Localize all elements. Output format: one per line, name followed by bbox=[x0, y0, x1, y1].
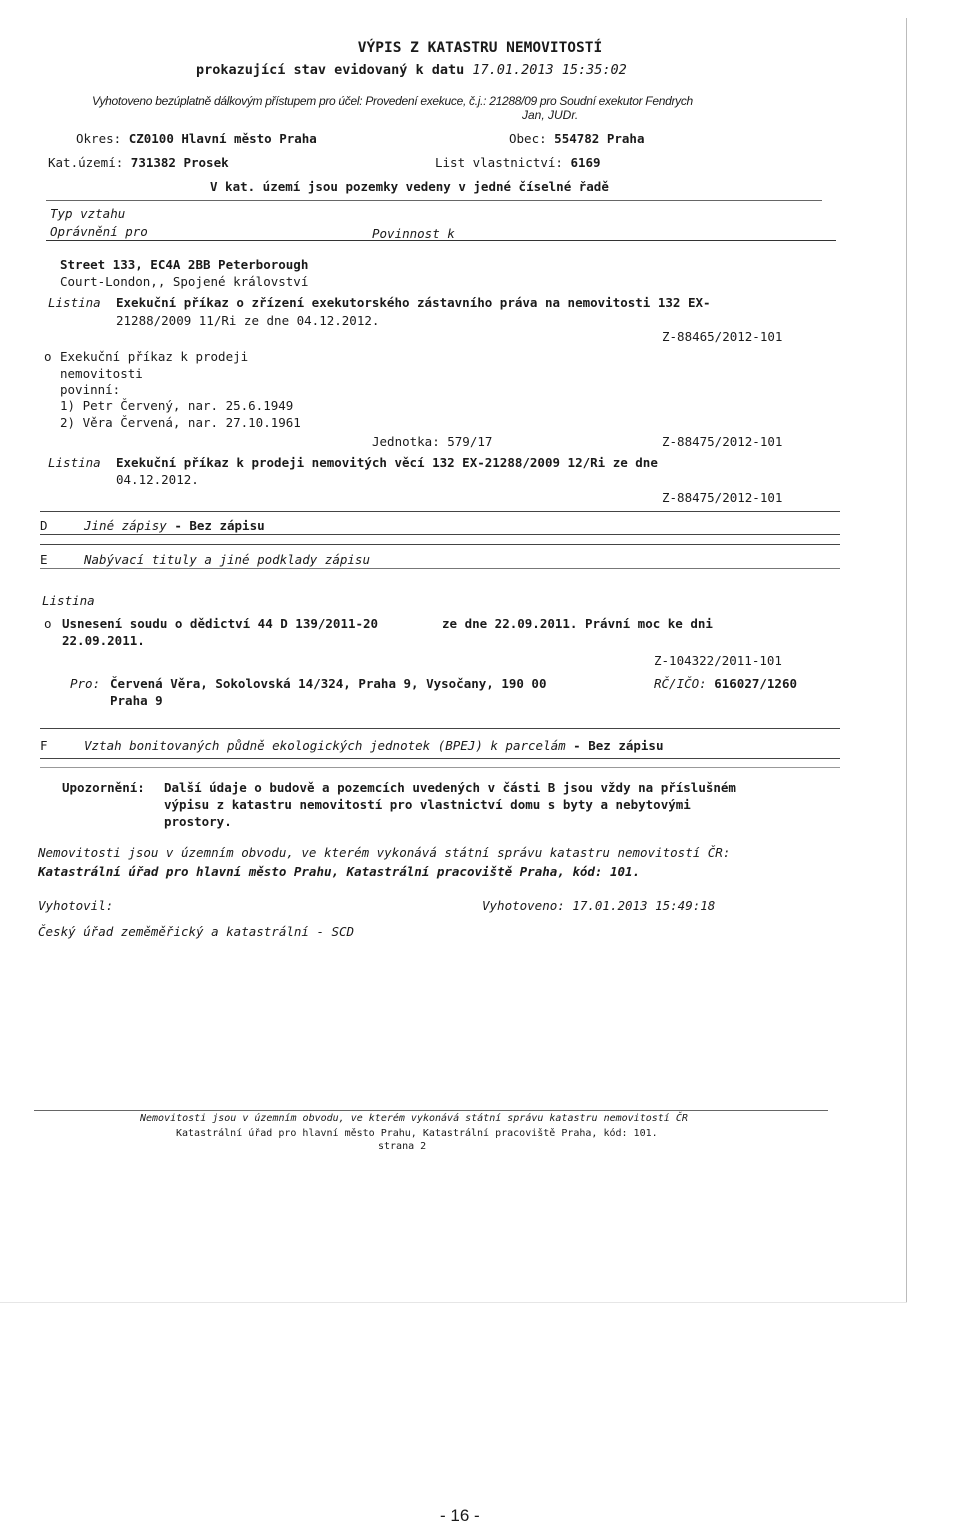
pro-label: Pro: bbox=[70, 676, 101, 691]
vyhotoveno-label: Vyhotoveno: bbox=[482, 898, 565, 913]
document-subtitle bbox=[196, 62, 627, 78]
section-divider bbox=[40, 758, 840, 759]
reference-number: Z-104322/2011-101 bbox=[654, 653, 782, 668]
page-bottom-edge bbox=[0, 1302, 907, 1303]
pro-line-2: Praha 9 bbox=[110, 693, 163, 708]
section-f-letter: F bbox=[40, 738, 48, 753]
exekucni-prikaz-line-1: Exekuční příkaz k prodeji bbox=[60, 349, 249, 364]
usneseni-line-1a: Usnesení soudu o dědictví 44 D 139/2011-20 bbox=[62, 616, 379, 631]
office-line-1: Nemovitosti jsou v územním obvodu, ve kterém vykonává státní správu katastru nemovitostí ČR: bbox=[38, 845, 731, 860]
section-f-title: Vztah bonitovaných půdně ekologických jednotek (BPEJ) k parcelám bbox=[84, 738, 566, 753]
reference-number: Z-88475/2012-101 bbox=[662, 434, 783, 449]
katuzemi-row bbox=[48, 155, 229, 171]
obec-value: 554782 Praha bbox=[554, 131, 645, 146]
povinni-label: povinní: bbox=[60, 382, 121, 397]
pro-value: Červená Věra, Sokolovská 14/324, Praha 9, Vysočany, 190 00 bbox=[110, 676, 547, 691]
warning-line-3: prostory. bbox=[164, 814, 232, 829]
listina-label: Listina bbox=[48, 455, 101, 470]
listina-2-line-1: Exekuční příkaz k prodeji nemovitých věcí 132 EX-21288/2009 12/Ri ze dne bbox=[116, 455, 658, 470]
usneseni-line-2: 22.09.2011. bbox=[62, 633, 145, 648]
lv-label: List vlastnictví: bbox=[435, 155, 563, 170]
rc-label: RČ/IČO: bbox=[654, 676, 707, 691]
page-right-edge bbox=[906, 18, 907, 1303]
lv-row bbox=[435, 155, 601, 171]
listina-label: Listina bbox=[48, 295, 101, 310]
section-d-value: - Bez zápisu bbox=[174, 518, 265, 533]
section-e-listina-label: Listina bbox=[42, 593, 95, 608]
obec-row bbox=[509, 131, 644, 147]
address-line-1: Street 133, EC4A 2BB Peterborough bbox=[60, 257, 309, 272]
section-divider bbox=[40, 568, 840, 569]
okres-row bbox=[76, 131, 317, 147]
bullet: o bbox=[44, 616, 52, 631]
povinny-2: 2) Věra Červená, nar. 27.10.1961 bbox=[60, 415, 301, 430]
footer-line-1: Nemovitosti jsou v územním obvodu, ve kterém vykonává státní správu katastru nemovitostí ČR bbox=[140, 1113, 688, 1124]
opravneni-pro-header: Oprávnění pro bbox=[50, 224, 148, 239]
vyhotoveno-value: 17.01.2013 15:49:18 bbox=[572, 898, 716, 913]
typ-vztahu-header: Typ vztahu bbox=[50, 206, 126, 221]
divider bbox=[46, 200, 822, 201]
listina-2-line-2: 04.12.2012. bbox=[116, 472, 199, 487]
warning-line-1: Další údaje o budově a pozemcích uvedených v části B jsou vždy na příslušném bbox=[164, 780, 736, 795]
footer-divider bbox=[34, 1110, 828, 1111]
reference-number: Z-88475/2012-101 bbox=[662, 490, 783, 505]
listina-1-line-1: Exekuční příkaz o zřízení exekutorského zástavního práva na nemovitosti 132 EX- bbox=[116, 295, 711, 310]
section-divider bbox=[40, 544, 840, 545]
okres-label: Okres: bbox=[76, 131, 122, 146]
exekucni-prikaz-line-2: nemovitosti bbox=[60, 366, 143, 381]
vyhotovil-label: Vyhotovil: bbox=[38, 898, 114, 913]
rc-ico bbox=[654, 676, 797, 692]
katuzemi-label: Kat.území: bbox=[48, 155, 124, 170]
obec-label: Obec: bbox=[509, 131, 547, 146]
footer-page: strana 2 bbox=[378, 1141, 427, 1152]
address-line-2: Court-London,, Spojené království bbox=[60, 274, 309, 289]
page-number: - 16 - bbox=[440, 1506, 480, 1525]
subtitle-datetime: 17.01.2013 15:35:02 bbox=[472, 62, 627, 78]
rc-value: 616027/1260 bbox=[714, 676, 798, 691]
section-divider bbox=[40, 511, 840, 512]
katuzemi-value: 731382 Prosek bbox=[130, 155, 229, 170]
okres-value: CZ0100 Hlavní město Praha bbox=[128, 131, 317, 146]
vyhotoveno-row bbox=[482, 898, 715, 914]
authority: Český úřad zeměměřický a katastrální - SCD bbox=[38, 924, 355, 939]
listina-1-line-2: 21288/2009 11/Ri ze dne 04.12.2012. bbox=[116, 313, 380, 328]
section-e-title: Nabývací tituly a jiné podklady zápisu bbox=[84, 552, 370, 567]
bullet: o bbox=[44, 349, 52, 364]
section-d-title: Jiné zápisy bbox=[84, 518, 167, 533]
jednotka: Jednotka: 579/17 bbox=[372, 434, 493, 449]
katuzemi-note: V kat. území jsou pozemky vedeny v jedné číselné řadě bbox=[210, 179, 609, 194]
section-f-heading bbox=[84, 738, 663, 754]
povinny-1: 1) Petr Červený, nar. 25.6.1949 bbox=[60, 398, 294, 413]
warning-label: Upozornění: bbox=[62, 780, 145, 795]
purpose-line-2: Jan, JUDr. bbox=[522, 108, 579, 122]
table-header-underline bbox=[46, 240, 836, 241]
usneseni-line-1b: ze dne 22.09.2011. Právní moc ke dni bbox=[442, 616, 713, 631]
office-line-2: Katastrální úřad pro hlavní město Prahu, Katastrální pracoviště Praha, kód: 101. bbox=[38, 864, 641, 879]
reference-number: Z-88465/2012-101 bbox=[662, 329, 783, 344]
footer-line-2: Katastrální úřad pro hlavní město Prahu, Katastrální pracoviště Praha, kód: 101. bbox=[176, 1128, 658, 1139]
subtitle-prefix: prokazující stav evidovaný k datu bbox=[196, 62, 465, 78]
section-d-letter: D bbox=[40, 518, 48, 533]
section-f-value: - Bez zápisu bbox=[573, 738, 664, 753]
section-divider bbox=[40, 534, 840, 535]
warning-line-2: výpisu z katastru nemovitostí pro vlastnictví domu s byty a nebytovými bbox=[164, 797, 691, 812]
purpose-line-1: Vyhotoveno bezúplatně dálkovým přístupem pro účel: Provedení exekuce, č.j.: 21288/09 pro Soudní exekutor Fendrych bbox=[92, 94, 693, 108]
document-title: VÝPIS Z KATASTRU NEMOVITOSTÍ bbox=[357, 40, 603, 56]
povinnost-k-header: Povinnost k bbox=[372, 226, 455, 241]
section-e-letter: E bbox=[40, 552, 48, 567]
section-divider bbox=[40, 728, 840, 729]
section-divider bbox=[40, 767, 840, 768]
section-d-heading bbox=[84, 518, 265, 534]
lv-value: 6169 bbox=[570, 155, 601, 170]
